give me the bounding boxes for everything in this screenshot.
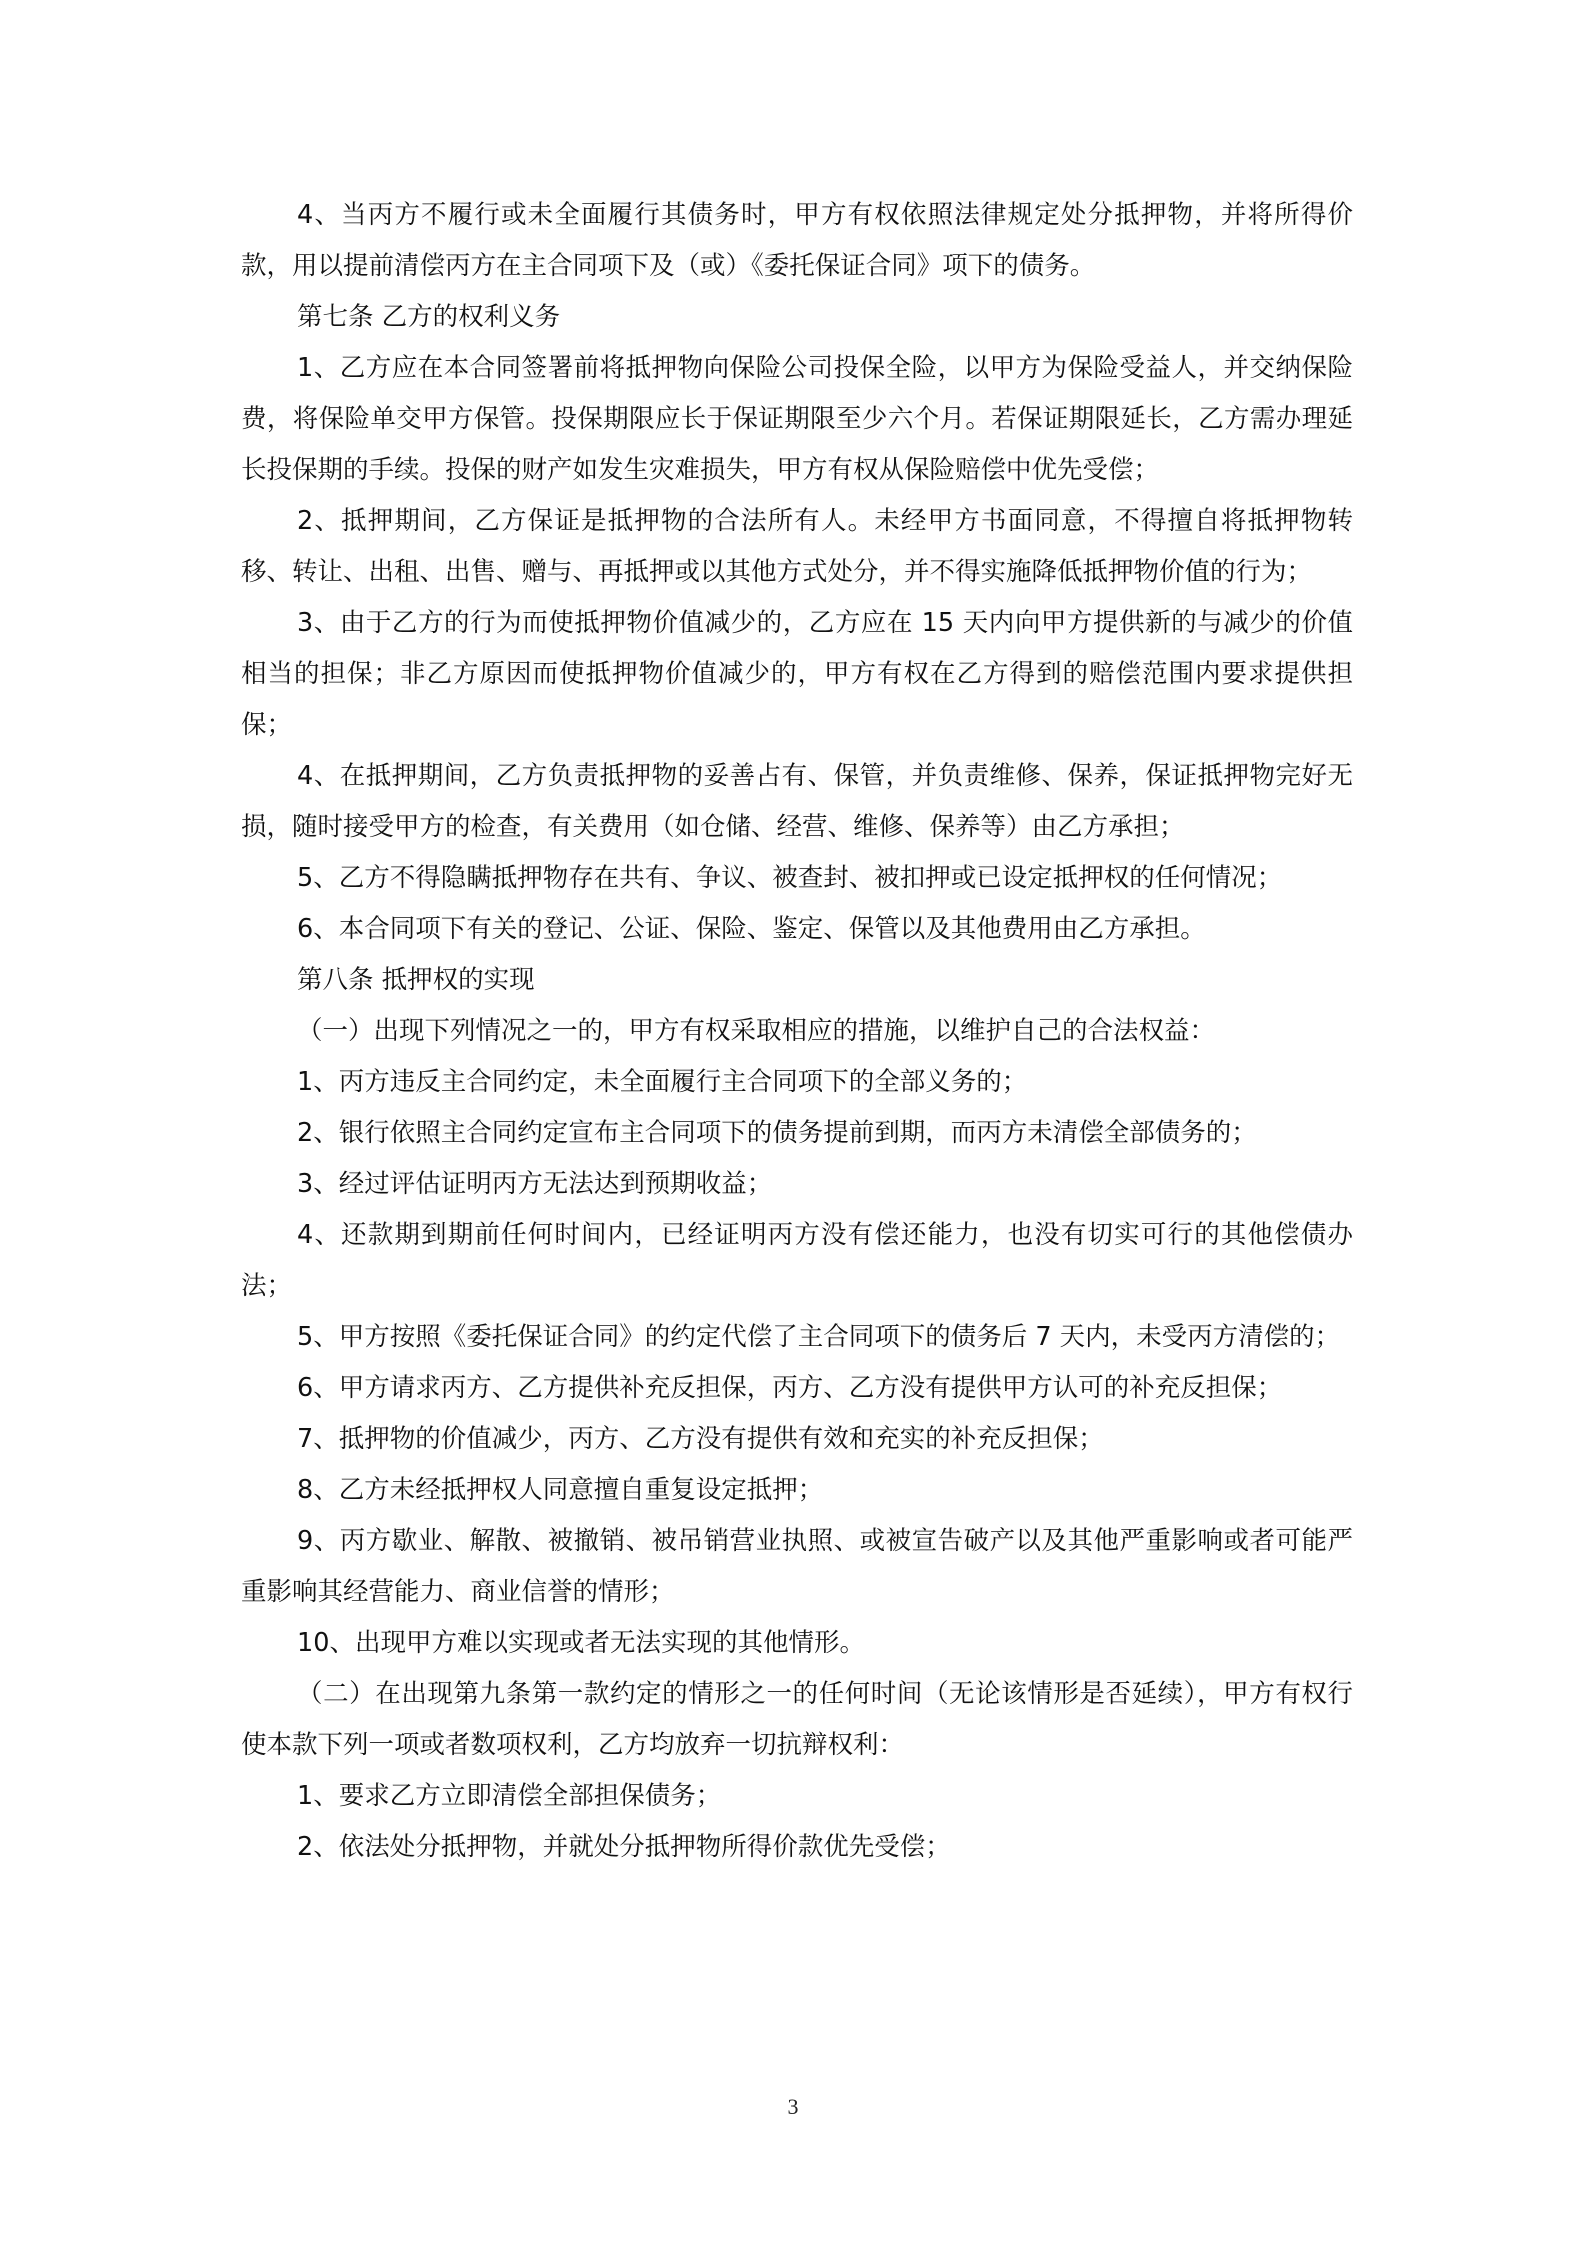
- paragraph: 10、出现甲方难以实现或者无法实现的其他情形。: [297, 1628, 865, 1658]
- paragraph: 5、乙方不得隐瞒抵押物存在共有、争议、被查封、被扣押或已设定抵押权的任何情况；: [297, 863, 1283, 893]
- document-body: [241, 190, 1353, 1873]
- paragraph: 2、依法处分抵押物，并就处分抵押物所得价款优先受偿；: [297, 1832, 951, 1862]
- paragraph: 1、丙方违反主合同约定，未全面履行主合同项下的全部义务的；: [297, 1067, 1028, 1097]
- paragraph: （二）在出现第九条第一款约定的情形之一的任何时间（无论该情形是否延续），甲方有权行使本款下列一项或者数项权利，乙方均放弃一切抗辩权利：: [241, 1679, 1353, 1760]
- paragraph: 8、乙方未经抵押权人同意擅自重复设定抵押；: [297, 1475, 824, 1505]
- section-heading: 第八条 抵押权的实现: [297, 965, 535, 995]
- paragraph: 5、甲方按照《委托保证合同》的约定代偿了主合同项下的债务后 7 天内，未受丙方清偿的；: [297, 1322, 1341, 1352]
- paragraph: 2、银行依照主合同约定宣布主合同项下的债务提前到期，而丙方未清偿全部债务的；: [297, 1118, 1257, 1148]
- page-number: 3: [787, 2094, 799, 2119]
- paragraph: 9、丙方歇业、解散、被撤销、被吊销营业执照、或被宣告破产以及其他严重影响或者可能严重影响其经营能力、商业信誉的情形；: [241, 1526, 1353, 1607]
- paragraph: 6、甲方请求丙方、乙方提供补充反担保，丙方、乙方没有提供甲方认可的补充反担保；: [297, 1373, 1283, 1403]
- paragraph: 3、由于乙方的行为而使抵押物价值减少的，乙方应在 15 天内向甲方提供新的与减少的价值相当的担保；非乙方原因而使抵押物价值减少的，甲方有权在乙方得到的赔偿范围内要求提供担保；: [241, 608, 1353, 740]
- paragraph: 2、抵押期间，乙方保证是抵押物的合法所有人。未经甲方书面同意，不得擅自将抵押物转移、转让、出租、出售、赠与、再抵押或以其他方式处分，并不得实施降低抵押物价值的行为；: [241, 506, 1353, 587]
- section-heading: 第七条 乙方的权利义务: [297, 302, 561, 332]
- paragraph: 7、抵押物的价值减少，丙方、乙方没有提供有效和充实的补充反担保；: [297, 1424, 1104, 1454]
- paragraph: 4、在抵押期间，乙方负责抵押物的妥善占有、保管，并负责维修、保养，保证抵押物完好无损，随时接受甲方的检查，有关费用（如仓储、经营、维修、保养等）由乙方承担；: [241, 761, 1353, 842]
- paragraph: 4、当丙方不履行或未全面履行其债务时，甲方有权依照法律规定处分抵押物，并将所得价款，用以提前清偿丙方在主合同项下及（或）《委托保证合同》项下的债务。: [241, 200, 1353, 281]
- paragraph: 6、本合同项下有关的登记、公证、保险、鉴定、保管以及其他费用由乙方承担。: [297, 914, 1206, 944]
- paragraph: 1、要求乙方立即清偿全部担保债务；: [297, 1781, 722, 1811]
- paragraph: 4、还款期到期前任何时间内，已经证明丙方没有偿还能力，也没有切实可行的其他偿债办法；: [241, 1220, 1353, 1301]
- paragraph: （一）出现下列情况之一的，甲方有权采取相应的措施，以维护自己的合法权益：: [297, 1016, 1216, 1046]
- paragraph: 1、乙方应在本合同签署前将抵押物向保险公司投保全险，以甲方为保险受益人，并交纳保险费，将保险单交甲方保管。投保期限应长于保证期限至少六个月。若保证期限延长，乙方需办理延长投保期的手续。投保的财产如发生灾难损失，甲方有权从保险赔偿中优先受偿；: [241, 353, 1353, 485]
- paragraph: 3、经过评估证明丙方无法达到预期收益；: [297, 1169, 773, 1199]
